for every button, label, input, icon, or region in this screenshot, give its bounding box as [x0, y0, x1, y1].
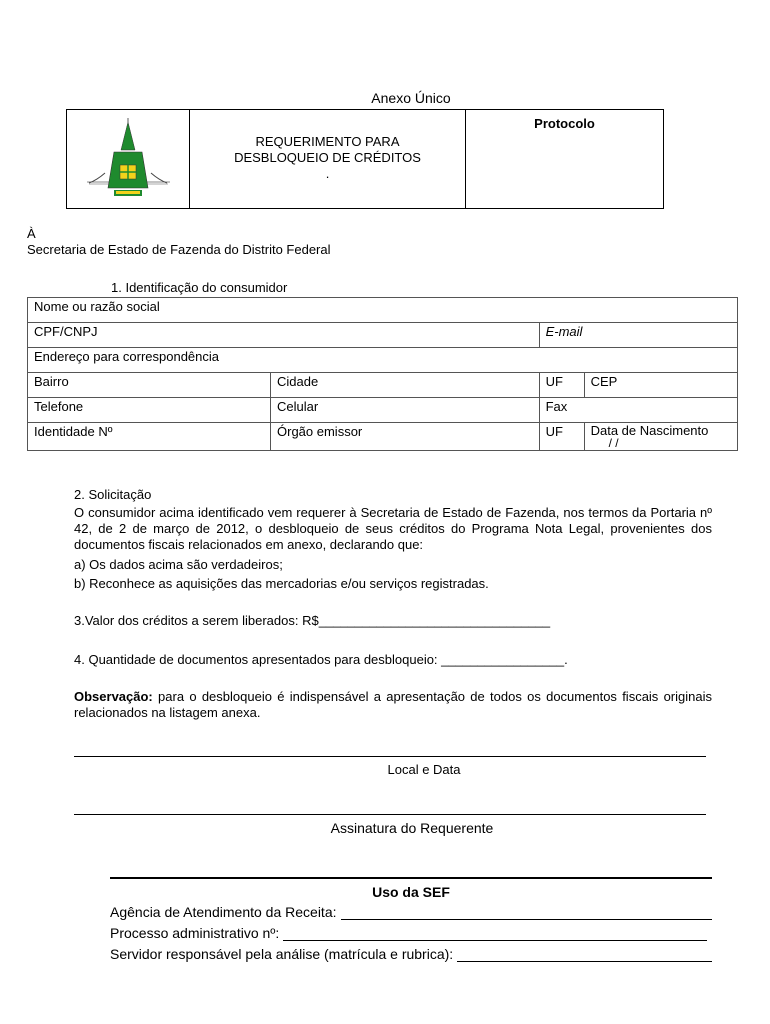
sef-process-label: Processo administrativo nº: — [110, 925, 280, 941]
logo-cell — [67, 110, 190, 208]
fax-field[interactable]: Fax — [539, 398, 737, 423]
sef-title: Uso da SEF — [372, 884, 450, 900]
sef-server-blank[interactable] — [457, 947, 712, 962]
section1-title: 1. Identificação do consumidor — [111, 280, 288, 295]
sef-agency-blank[interactable] — [341, 905, 713, 920]
cidade-field[interactable]: Cidade — [271, 373, 540, 398]
cpf-field[interactable]: CPF/CNPJ — [28, 323, 540, 348]
section2-item-a: a) Os dados acima são verdadeiros; — [74, 557, 283, 572]
sef-process-blank[interactable] — [283, 926, 707, 941]
addressee-prefix: À — [27, 226, 36, 241]
sef-agency-label: Agência de Atendimento da Receita: — [110, 904, 337, 920]
telefone-field[interactable]: Telefone — [28, 398, 271, 423]
observation — [74, 689, 712, 721]
sef-divider — [110, 877, 712, 879]
identidade-field[interactable]: Identidade Nº — [28, 423, 271, 451]
orgao-field[interactable]: Órgão emissor — [271, 423, 540, 451]
sef-process-row — [110, 925, 707, 941]
bairro-field[interactable]: Bairro — [28, 373, 271, 398]
uf2-field[interactable]: UF — [539, 423, 584, 451]
section2-title: 2. Solicitação — [74, 487, 152, 502]
signature-label: Assinatura do Requerente — [330, 820, 494, 836]
consumer-id-table — [27, 297, 738, 451]
address-field[interactable]: Endereço para correspondência — [28, 348, 738, 373]
name-field[interactable]: Nome ou razão social — [28, 298, 738, 323]
addressee-name: Secretaria de Estado de Fazenda do Distrito Federal — [27, 242, 331, 257]
cep-field[interactable]: CEP — [584, 373, 737, 398]
protocol-label: Protocolo — [534, 116, 595, 131]
sef-agency-row — [110, 904, 712, 920]
section3-credit-value — [74, 613, 712, 629]
header-box — [66, 109, 664, 209]
sef-server-row — [110, 946, 712, 962]
coat-of-arms-icon — [67, 110, 190, 210]
form-title — [190, 110, 466, 208]
section2-item-b: b) Reconhece as aquisições das mercadorias e/ou serviços registradas. — [74, 576, 489, 591]
observation-label: Observação: — [74, 689, 153, 704]
email-field[interactable]: E-mail — [539, 323, 737, 348]
sef-server-label: Servidor responsável pela análise (matrícula e rubrica): — [110, 946, 454, 962]
observation-text: para o desbloqueio é indispensável a apresentação de todos os documentos fiscais originais relacionados na listagem anexa. — [74, 689, 712, 720]
local-date-line[interactable] — [74, 742, 706, 757]
celular-field[interactable]: Celular — [271, 398, 540, 423]
form-title-line1: REQUERIMENTO PARA — [255, 134, 400, 149]
form-title-line3: . — [325, 166, 330, 181]
nascimento-label: Data de Nascimento — [590, 423, 709, 438]
credit-value-blank[interactable]: ________________________________ — [318, 613, 551, 628]
section3-label: 3.Valor dos créditos a serem liberados: R$ — [74, 613, 319, 628]
section4-doc-count — [74, 652, 712, 668]
form-title-line2: DESBLOQUEIO DE CRÉDITOS — [234, 150, 421, 165]
annex-title: Anexo Único — [371, 90, 451, 106]
local-date-label: Local e Data — [387, 762, 461, 777]
nascimento-field[interactable] — [584, 423, 737, 451]
uf-field[interactable]: UF — [539, 373, 584, 398]
signature-line[interactable] — [74, 800, 706, 815]
doc-count-blank[interactable]: _________________. — [441, 652, 568, 667]
section2-body: O consumidor acima identificado vem requerer à Secretaria de Estado de Fazenda, nos termos da Portaria nº 42, de 2 de março de 2012, o desbloqueio de seus créditos do Programa Nota Legal, provenientes dos documentos fiscais relacionados em anexo, declarando que: — [74, 505, 712, 552]
section4-label: 4. Quantidade de documentos apresentados para desbloqueio: — [74, 652, 442, 667]
date-slashes: / / — [608, 436, 619, 450]
